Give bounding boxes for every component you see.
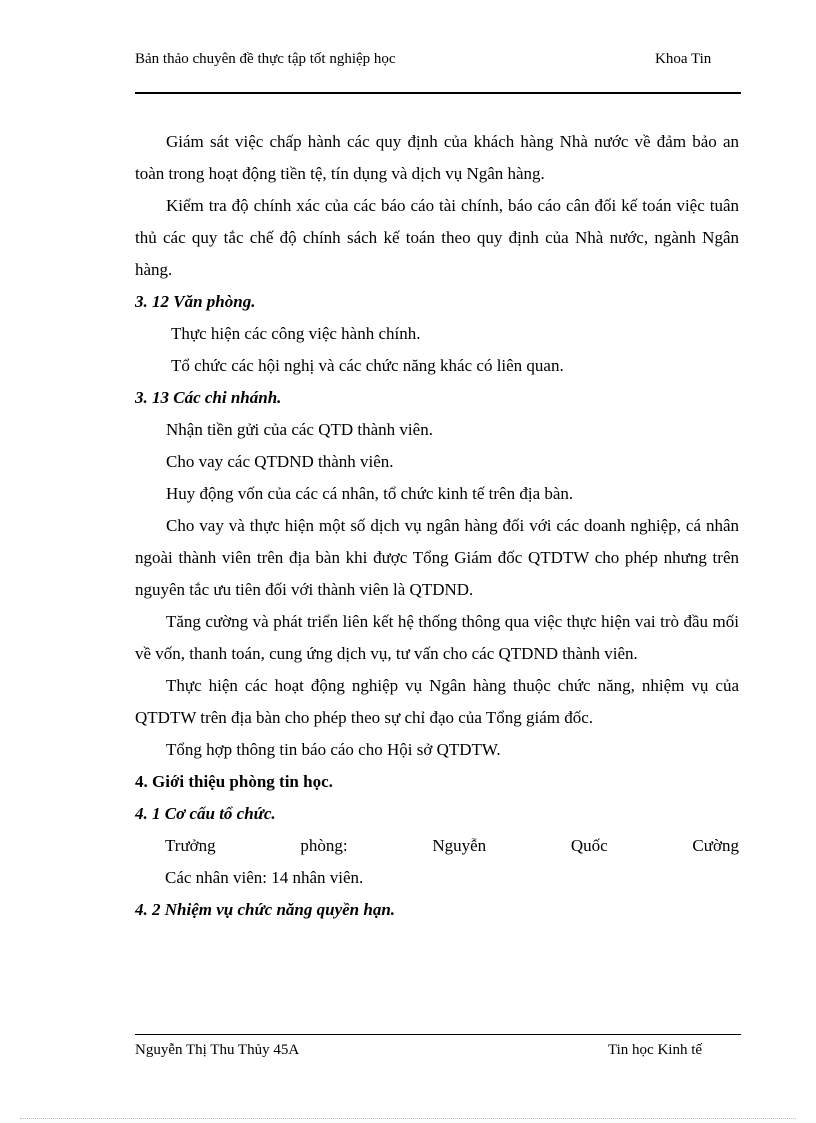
department-head-line [135, 830, 739, 862]
head-name-3: Cường [692, 836, 739, 855]
paragraph: Nhận tiền gửi của các QTD thành viên. [166, 420, 433, 439]
paragraph: Huy động vốn của các cá nhân, tổ chức kinh tế trên địa bàn. [166, 484, 574, 503]
section-heading: 4. Giới thiệu phòng tin học. [135, 772, 333, 791]
paragraph: Tổng hợp thông tin báo cáo cho Hội sở QTDTW. [166, 740, 501, 759]
paragraph: Giám sát việc chấp hành các quy định của khách hàng Nhà nước về đảm bảo an toàn trong hoạt động tiền tệ, tín dụng và dịch vụ Ngân hàng. [135, 132, 739, 183]
paragraph: Tăng cường và phát triển liên kết hệ thống thông qua việc thực hiện vai trò đầu mối về vốn, thanh toán, cung ứng dịch vụ, tư vấn cho các QTDND thành viên. [135, 612, 739, 663]
section-heading: 4. 2 Nhiệm vụ chức năng quyền hạn. [135, 900, 396, 919]
page-bottom-divider [20, 1118, 796, 1119]
header-title: Bản thảo chuyên đề thực tập tốt nghiệp học [135, 51, 396, 67]
paragraph: Thực hiện các công việc hành chính. [171, 324, 421, 343]
footer-author: Nguyễn Thị Thu Thủy 45A [135, 1042, 300, 1058]
paragraph: Kiểm tra độ chính xác của các báo cáo tài chính, báo cáo cân đối kế toán việc tuân thủ các quy tắc chế độ chính sách kế toán theo quy định của Nhà nước, ngành Ngân hàng. [135, 196, 739, 279]
section-heading: 3. 12 Văn phòng. [135, 292, 256, 311]
document-body [135, 126, 739, 926]
page-header [135, 48, 741, 94]
paragraph: Thực hiện các hoạt động nghiệp vụ Ngân hàng thuộc chức năng, nhiệm vụ của QTDTW trên địa bàn cho phép theo sự chỉ đạo của Tổng giám đốc. [135, 676, 739, 727]
section-heading: 4. 1 Cơ cấu tổ chức. [135, 804, 276, 823]
paragraph: Cho vay và thực hiện một số dịch vụ ngân hàng đối với các doanh nghiệp, cá nhân ngoài thành viên trên địa bàn khi được Tổng Giám đốc QTDTW cho phép nhưng trên nguyên tắc ưu tiên đối với thành viên là QTDND. [135, 516, 739, 599]
section-heading: 3. 13 Các chi nhánh. [135, 388, 282, 407]
page-footer [135, 1034, 741, 1058]
footer-major: Tin học Kinh tế [608, 1042, 703, 1058]
head-role: phòng: [300, 836, 348, 855]
staff-count: Các nhân viên: 14 nhân viên. [165, 868, 364, 887]
paragraph: Cho vay các QTDND thành viên. [166, 452, 394, 471]
head-name-2: Quốc [570, 836, 608, 855]
paragraph: Tổ chức các hội nghị và các chức năng khác có liên quan. [171, 356, 564, 375]
header-department: Khoa Tin [655, 51, 712, 67]
head-name-1: Nguyễn [432, 836, 487, 855]
head-label: Trưởng [165, 836, 216, 855]
